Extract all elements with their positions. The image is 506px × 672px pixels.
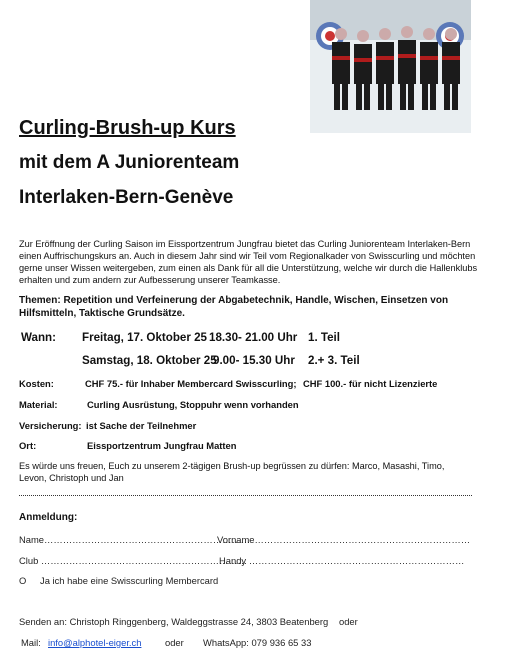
kosten-nonmember: CHF 100.- für nicht Lizenzierte (303, 378, 438, 389)
handy-field[interactable]: Handy …………………………………………………………… (219, 555, 465, 566)
page-title: Curling-Brush-up Kurs (19, 117, 236, 139)
wann-day1: Freitag, 17. Oktober 25 (82, 331, 208, 344)
divider (19, 495, 472, 496)
send-oder-1: oder (339, 616, 358, 627)
anmeldung-title: Anmeldung: (19, 512, 78, 523)
club-field[interactable]: Club ………………………………………………………… (19, 555, 248, 566)
intro-paragraph: Zur Eröffnung der Curling Saison im Eissportzentrum Jungfrau bietet das Curling Juniorenteam Interlaken-Bern einen Auffrischungskurs an. Auch in diesem Jahr sind wir Teil vom Regionalkader von Swisscurling und möchten gerne unser Wissen weitergeben, zum einen als Dank für all die Unterstützung, welche wir durch die Hallenklubs erhalten und zum andern zur Aufbesserung unserer Teamkasse. (19, 239, 478, 285)
ort-label: Ort: (19, 440, 37, 451)
wann-time1: 18.30- 21.00 Uhr (209, 331, 298, 344)
wann-part1: 1. Teil (308, 331, 341, 344)
wann-label: Wann: (21, 331, 56, 344)
membercard-label: Ja ich habe eine Swisscurling Membercard (40, 575, 219, 586)
wann-row-2 (82, 354, 360, 367)
subtitle-cities: Interlaken-Bern-Genève (19, 187, 234, 208)
send-address: Senden an: Christoph Ringgenberg, Waldeggstrasse 24, 3803 Beatenberg (19, 616, 329, 627)
versicherung-value: ist Sache der Teilnehmer (86, 420, 197, 431)
name-field[interactable]: Name………………………………………………………… (19, 534, 251, 545)
send-oder-2: oder (165, 637, 184, 648)
whatsapp-number: WhatsApp: 079 936 65 33 (203, 637, 312, 648)
wann-part2: 2.+ 3. Teil (308, 354, 360, 367)
closing-text: Es würde uns freuen, Euch zu unserem 2-tägigen Brush-up begrüssen zu dürfen: Marco, Masashi, Timo, Levon, Christoph und Jan (19, 461, 445, 483)
material-label: Material: (19, 399, 58, 410)
kosten-label: Kosten: (19, 378, 54, 389)
versicherung-label: Versicherung: (19, 420, 82, 431)
mail-label: Mail: (21, 637, 41, 648)
membercard-checkbox[interactable]: O (19, 575, 27, 586)
vorname-field[interactable]: Vorname…………………………………………………………… (217, 534, 471, 545)
wann-time2: 9.00- 15.30 Uhr (213, 354, 295, 367)
material-value: Curling Ausrüstung, Stoppuhr wenn vorhanden (87, 399, 299, 410)
email-link[interactable]: info@alphotel-eiger.ch (48, 637, 142, 648)
kosten-member: CHF 75.- für Inhaber Membercard Swisscurling; (85, 378, 297, 389)
team-photo (310, 0, 471, 133)
wann-day2: Samstag, 18. Oktober 25 (82, 354, 217, 367)
themen-paragraph: Themen: Repetition und Verfeinerung der Abgabetechnik, Handle, Wischen, Einsetzen von Hilfsmitteln, Taktische Grundsätze. (19, 295, 449, 319)
ort-value: Eissportzentrum Jungfrau Matten (87, 440, 237, 451)
wann-row-1 (21, 331, 341, 344)
subtitle-team: mit dem A Juniorenteam (19, 152, 240, 173)
